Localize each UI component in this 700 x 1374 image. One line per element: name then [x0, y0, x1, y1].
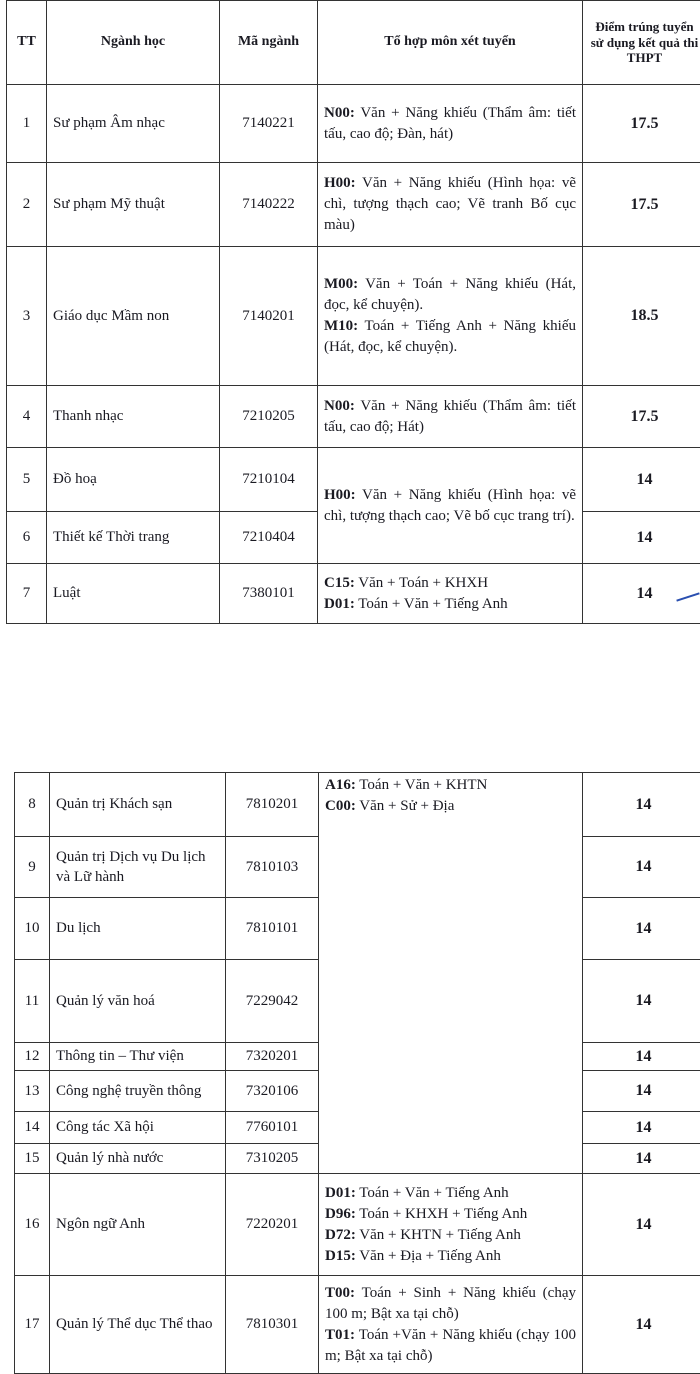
combo-cell [318, 247, 583, 386]
combo-code: A16: [325, 777, 356, 793]
row-number: 9 [15, 837, 50, 898]
header-score: Điểm trúng tuyển sử dụng kết quả thi THPT [583, 1, 700, 85]
combo-subjects: Toán + Văn + Tiếng Anh [355, 596, 508, 612]
major-name: Ngôn ngữ Anh [50, 1174, 226, 1276]
row-number: 3 [7, 247, 47, 386]
admission-score: 14 [583, 1112, 700, 1144]
row-number: 14 [15, 1112, 50, 1144]
combo-code: D01: [324, 596, 355, 612]
admission-score: 14 [583, 512, 700, 564]
combo-entry [325, 775, 576, 796]
combo-cell [319, 1174, 583, 1276]
combo-subjects: Văn + Năng khiếu (Hình họa: vẽ chì, tượng thạch cao; Vẽ tranh Bố cục màu) [324, 175, 576, 233]
combo-code: D72: [325, 1227, 356, 1243]
major-code: 7310205 [226, 1144, 319, 1174]
major-code: 7810103 [226, 837, 319, 898]
combo-subjects: Văn + Năng khiếu (Hình họa: vẽ chì, tượng thạch cao; Vẽ bố cục trang trí). [324, 487, 576, 524]
combo-subjects: Toán + KHXH + Tiếng Anh [356, 1206, 527, 1222]
header-combos: Tổ hợp môn xét tuyển [318, 1, 583, 85]
combo-cell [318, 85, 583, 163]
admission-score: 14 [583, 1144, 700, 1174]
combo-subjects: Toán + Tiếng Anh + Năng khiếu (Hát, đọc, kể chuyện). [324, 318, 576, 355]
combo-entry [324, 396, 576, 438]
combo-subjects: Toán + Sinh + Năng khiếu (chạy 100 m; Bật xa tại chỗ) [325, 1285, 576, 1322]
major-name: Đồ hoạ [47, 448, 220, 512]
major-code: 7810201 [226, 773, 319, 837]
combo-code: D15: [325, 1248, 356, 1264]
combo-code: N00: [324, 398, 355, 414]
combo-cell [318, 386, 583, 448]
combo-code: D01: [325, 1185, 356, 1201]
combo-entry [325, 1225, 576, 1246]
combo-cell [319, 1276, 583, 1374]
major-name: Giáo dục Mầm non [47, 247, 220, 386]
combo-subjects: Văn + KHTN + Tiếng Anh [356, 1227, 521, 1243]
admission-score: 14 [583, 1043, 700, 1071]
combo-code: C15: [324, 575, 355, 591]
combo-subjects: Văn + Toán + Năng khiếu (Hát, đọc, kể chuyện). [324, 276, 576, 313]
header-code: Mã ngành [220, 1, 318, 85]
combo-entry [324, 274, 576, 316]
header-tt: TT [7, 1, 47, 85]
admission-score: 14 [583, 448, 700, 512]
table-row [7, 85, 700, 163]
table-row [7, 564, 700, 624]
major-name: Thiết kế Thời trang [47, 512, 220, 564]
table-row [15, 1174, 700, 1276]
major-code: 7210205 [220, 386, 318, 448]
admission-score: 14 [583, 1276, 700, 1374]
major-name: Thông tin – Thư viện [50, 1043, 226, 1071]
combo-entry [325, 1283, 576, 1325]
major-name: Sư phạm Âm nhạc [47, 85, 220, 163]
combo-entry [325, 1325, 576, 1367]
major-code: 7320201 [226, 1043, 319, 1071]
table-row [7, 247, 700, 386]
combo-code: D96: [325, 1206, 356, 1222]
admission-score: 14 [583, 1071, 700, 1112]
combo-cell [318, 564, 583, 624]
combo-code: M10: [324, 318, 358, 334]
row-number: 6 [7, 512, 47, 564]
table-row [7, 448, 700, 512]
row-number: 5 [7, 448, 47, 512]
admission-score: 14 [583, 898, 700, 960]
combo-entry [324, 173, 576, 236]
major-name: Công nghệ truyền thông [50, 1071, 226, 1112]
major-code: 7140221 [220, 85, 318, 163]
row-number: 2 [7, 163, 47, 247]
row-number: 13 [15, 1071, 50, 1112]
combo-entry [325, 1183, 576, 1204]
major-name: Quản trị Dịch vụ Du lịch và Lữ hành [50, 837, 226, 898]
major-name: Du lịch [50, 898, 226, 960]
combo-code: N00: [324, 105, 355, 121]
major-code: 7140201 [220, 247, 318, 386]
combo-subjects: Toán + Văn + Tiếng Anh [356, 1185, 509, 1201]
combo-code: C00: [325, 798, 356, 814]
combo-subjects: Văn + Toán + KHXH [355, 575, 488, 591]
major-code: 7320106 [226, 1071, 319, 1112]
major-name: Công tác Xã hội [50, 1112, 226, 1144]
major-code: 7229042 [226, 960, 319, 1043]
major-code: 7210104 [220, 448, 318, 512]
row-number: 1 [7, 85, 47, 163]
major-name: Quản lý Thể dục Thể thao [50, 1276, 226, 1374]
combo-code: M00: [324, 276, 358, 292]
table-row [7, 163, 700, 247]
combo-code: H00: [324, 487, 356, 503]
admission-score: 17.5 [583, 163, 700, 247]
combo-subjects: Văn + Năng khiếu (Thẩm âm: tiết tấu, cao độ; Hát) [324, 398, 576, 435]
major-code: 7210404 [220, 512, 318, 564]
admission-score: 18.5 [583, 247, 700, 386]
major-name: Quản lý nhà nước [50, 1144, 226, 1174]
major-code: 7810301 [226, 1276, 319, 1374]
admission-table-part1 [6, 0, 700, 624]
row-number: 17 [15, 1276, 50, 1374]
major-code: 7380101 [220, 564, 318, 624]
row-number: 12 [15, 1043, 50, 1071]
combo-cell [318, 163, 583, 247]
admission-score: 14 [583, 837, 700, 898]
major-name: Sư phạm Mỹ thuật [47, 163, 220, 247]
combo-cell [318, 448, 583, 564]
combo-entry [324, 316, 576, 358]
combo-code: T01: [325, 1327, 355, 1343]
admission-score: 14 [583, 564, 700, 624]
table-row [7, 386, 700, 448]
major-code: 7760101 [226, 1112, 319, 1144]
row-number: 7 [7, 564, 47, 624]
combo-subjects: Toán + Văn + KHTN [356, 777, 488, 793]
combo-code: T00: [325, 1285, 355, 1301]
combo-code: H00: [324, 175, 356, 191]
combo-cell [319, 773, 583, 1174]
major-name: Quản trị Khách sạn [50, 773, 226, 837]
combo-subjects: Văn + Địa + Tiếng Anh [356, 1248, 501, 1264]
combo-entry [325, 1246, 576, 1267]
row-number: 10 [15, 898, 50, 960]
combo-subjects: Toán +Văn + Năng khiếu (chạy 100 m; Bật xa tại chỗ) [325, 1327, 576, 1364]
major-code: 7810101 [226, 898, 319, 960]
admission-score: 17.5 [583, 85, 700, 163]
table-header-row [7, 1, 700, 85]
admission-table-part2 [14, 772, 700, 1374]
combo-subjects: Văn + Năng khiếu (Thẩm âm: tiết tấu, cao độ; Đàn, hát) [324, 105, 576, 142]
row-number: 11 [15, 960, 50, 1043]
major-name: Thanh nhạc [47, 386, 220, 448]
table-row [15, 1276, 700, 1374]
admission-score: 14 [583, 960, 700, 1043]
row-number: 15 [15, 1144, 50, 1174]
major-code: 7140222 [220, 163, 318, 247]
combo-entry [324, 485, 576, 527]
header-major: Ngành học [47, 1, 220, 85]
combo-entry [325, 1204, 576, 1225]
combo-entry [324, 573, 576, 594]
row-number: 4 [7, 386, 47, 448]
major-code: 7220201 [226, 1174, 319, 1276]
combo-subjects: Văn + Sử + Địa [356, 798, 455, 814]
admission-score: 14 [583, 1174, 700, 1276]
major-name: Luật [47, 564, 220, 624]
admission-score: 14 [583, 773, 700, 837]
row-number: 8 [15, 773, 50, 837]
combo-entry [324, 103, 576, 145]
combo-entry [325, 796, 576, 817]
combo-entry [324, 594, 576, 615]
table-row [15, 773, 700, 837]
admission-score: 17.5 [583, 386, 700, 448]
major-name: Quản lý văn hoá [50, 960, 226, 1043]
row-number: 16 [15, 1174, 50, 1276]
